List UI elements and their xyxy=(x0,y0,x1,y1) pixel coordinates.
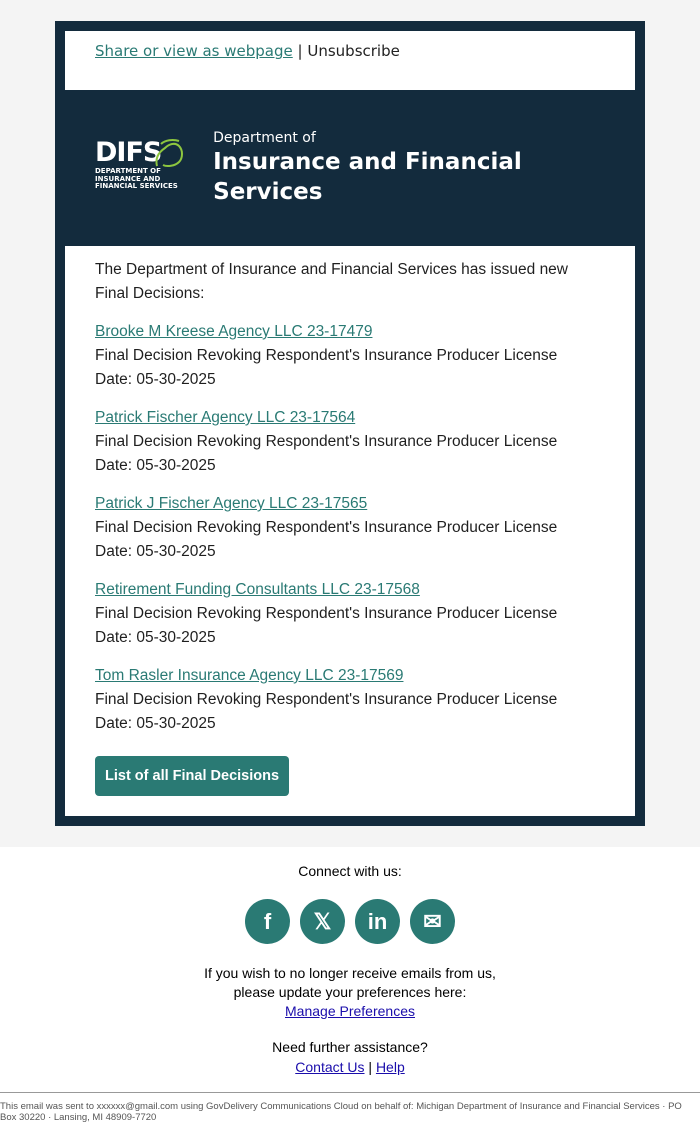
connect-heading: Connect with us: xyxy=(298,863,402,879)
decision-description: Final Decision Revoking Respondent's Insurance Producer License xyxy=(95,691,558,708)
department-line2: Insurance and Financial Services xyxy=(213,149,522,205)
decision-item xyxy=(95,578,605,650)
list-final-decisions-button[interactable]: List of all Final Decisions xyxy=(95,756,289,796)
decision-item xyxy=(95,406,605,478)
help-link[interactable]: Help xyxy=(375,1059,405,1075)
department-line1: Department of xyxy=(213,130,316,146)
department-title xyxy=(213,129,635,207)
contact-us-link[interactable]: Contact Us xyxy=(295,1059,365,1075)
email-frame xyxy=(55,21,645,826)
logo-mark: DIFS xyxy=(95,137,162,168)
decision-description: Final Decision Revoking Respondent's Insurance Producer License xyxy=(95,347,558,364)
assistance-block xyxy=(0,1037,700,1077)
prehead-bar xyxy=(65,31,635,90)
prefs-line2: please update your preferences here: xyxy=(233,984,467,1000)
header-banner xyxy=(65,90,635,246)
decision-item xyxy=(95,492,605,564)
decision-link[interactable]: Tom Rasler Insurance Agency LLC 23-17569 xyxy=(95,667,404,684)
facebook-icon[interactable]: f xyxy=(245,899,290,944)
legal-footer-text: This email was sent to xxxxxx@gmail.com using GovDelivery Communications Cloud on behalf of: Michigan Department of Insurance and Financial Services · PO Box 30220 · Lansing, MI 48909-7720 xyxy=(0,1092,700,1123)
decision-link[interactable]: Patrick J Fischer Agency LLC 23-17565 xyxy=(95,495,368,512)
decision-link[interactable]: Brooke M Kreese Agency LLC 23-17479 xyxy=(95,323,373,340)
assistance-text: Need further assistance? xyxy=(272,1039,428,1055)
decision-description: Final Decision Revoking Respondent's Insurance Producer License xyxy=(95,519,558,536)
decision-item xyxy=(95,320,605,392)
decision-item xyxy=(95,664,605,736)
decision-link[interactable]: Patrick Fischer Agency LLC 23-17564 xyxy=(95,409,356,426)
prefs-line1: If you wish to no longer receive emails from us, xyxy=(204,965,496,981)
x-twitter-icon[interactable]: 𝕏 xyxy=(300,899,345,944)
email-footer xyxy=(0,863,700,1123)
decision-date: Date: 05-30-2025 xyxy=(95,371,216,388)
michigan-outline-icon xyxy=(153,138,187,168)
decision-date: Date: 05-30-2025 xyxy=(95,629,216,646)
footer-separator: | xyxy=(368,1059,373,1075)
share-webpage-link[interactable]: Share or view as webpage xyxy=(95,42,293,60)
decision-link[interactable]: Retirement Funding Consultants LLC 23-17568 xyxy=(95,581,420,598)
email-content xyxy=(65,246,635,816)
decision-date: Date: 05-30-2025 xyxy=(95,457,216,474)
decision-date: Date: 05-30-2025 xyxy=(95,715,216,732)
manage-preferences-link[interactable]: Manage Preferences xyxy=(285,1003,415,1019)
decision-description: Final Decision Revoking Respondent's Insurance Producer License xyxy=(95,605,558,622)
decision-description: Final Decision Revoking Respondent's Insurance Producer License xyxy=(95,433,558,450)
decision-date: Date: 05-30-2025 xyxy=(95,543,216,560)
unsubscribe-link[interactable]: Unsubscribe xyxy=(307,42,400,60)
preferences-text xyxy=(0,964,700,1021)
logo-subtext: DEPARTMENT OF INSURANCE AND FINANCIAL SERVICES xyxy=(95,167,178,190)
prehead-separator: | xyxy=(297,42,303,60)
social-links xyxy=(0,899,700,944)
intro-text: The Department of Insurance and Financial Services has issued new Final Decisions: xyxy=(95,261,568,302)
email-icon[interactable]: ✉ xyxy=(410,899,455,944)
linkedin-icon[interactable]: in xyxy=(355,899,400,944)
difs-logo xyxy=(95,138,186,198)
